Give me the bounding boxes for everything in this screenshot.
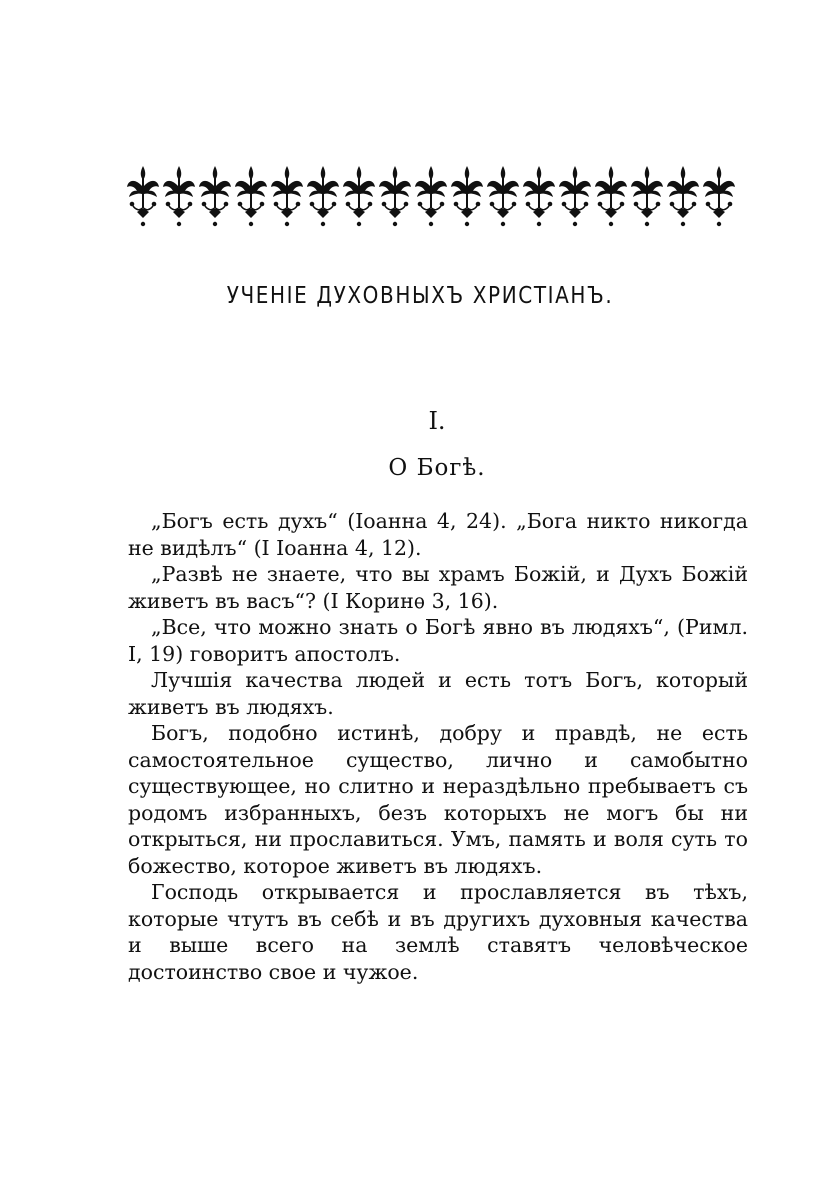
fleuron-border-icon xyxy=(125,160,747,230)
document-title: УЧЕНІЕ ДУХОВНЫХЪ ХРИСТІАНЪ. xyxy=(226,281,614,309)
paragraph: Богъ, подобно истинѣ, добру и правдѣ, не есть самостоятельное существо, лично и самобытно существующее, но слитно и нераздѣльно пребываетъ съ родомъ избранныхъ, безъ которыхъ не могъ бы ни открыться, ни прославиться. Умъ, память и воля суть то божество, которое живетъ въ людяхъ. xyxy=(128,721,748,878)
chapter-heading: О Богѣ. xyxy=(388,455,486,481)
body-text xyxy=(128,508,748,985)
paragraph: Господь открывается и прославляется въ тѣхъ, которые чтутъ въ себѣ и въ другихъ духовныя качества и выше всего на землѣ ставятъ человѣческое достоинство свое и чужое. xyxy=(128,880,748,984)
paragraph: „Развѣ не знаете, что вы храмъ Божій, и Духъ Божій живетъ въ васъ“? (I Коринѳ 3, 16). xyxy=(128,562,748,613)
paragraph: „Все, что можно знать о Богѣ явно въ людяхъ“, (Римл. I, 19) говоритъ апостолъ. xyxy=(128,615,748,666)
paragraph: Лучшія качества людей и есть тотъ Богъ, который живетъ въ людяхъ. xyxy=(128,668,748,719)
chapter-number: I. xyxy=(428,407,446,435)
paragraph: „Богъ есть духъ“ (Іоанна 4, 24). „Бога никто никогда не видѣлъ“ (I Іоанна 4, 12). xyxy=(128,509,748,560)
